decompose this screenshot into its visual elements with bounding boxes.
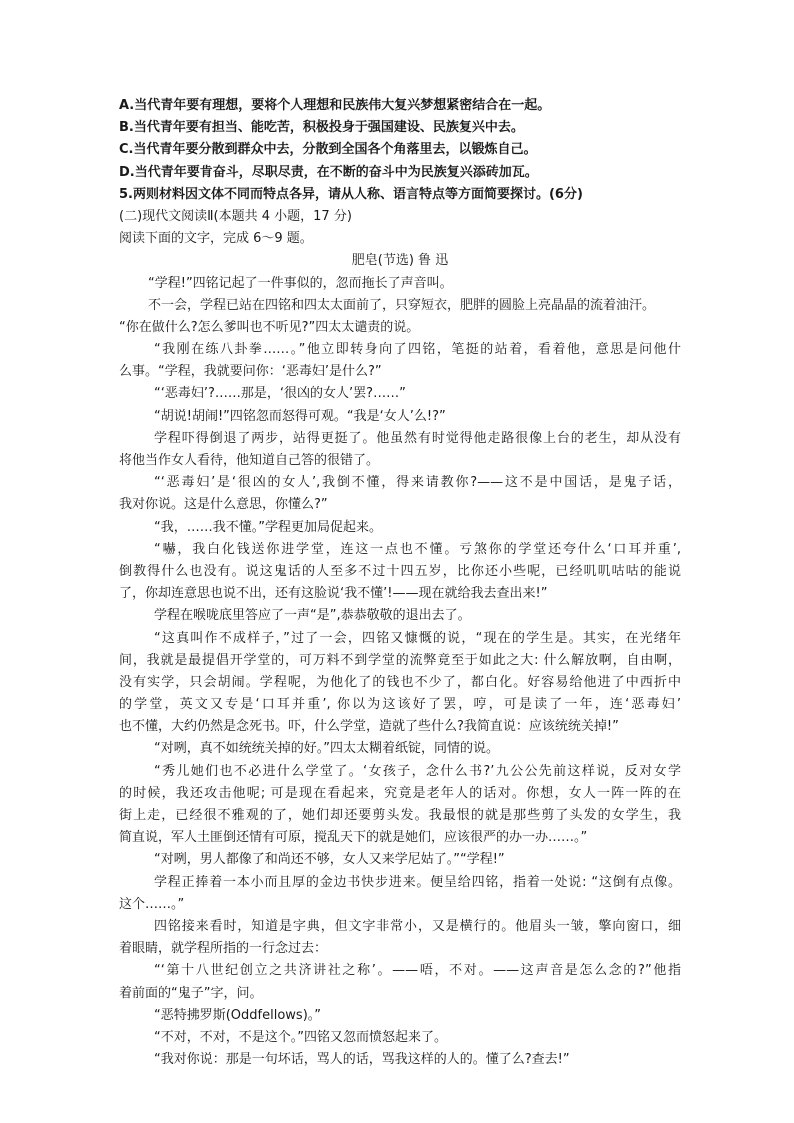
text-line: 着眼睛，就学程所指的一行念过去：	[119, 941, 328, 957]
text-line: 着前面的“鬼子”字，问。	[119, 985, 263, 1001]
text-line: 学程在喉咙底里答应了一声“是”,恭恭敬敬的退出去了。	[154, 608, 471, 624]
text-line: “对咧，男人都像了和尚还不够，女人又来学尼姑了。”“学程!”	[154, 852, 505, 868]
text-line: 学程吓得倒退了两步，站得更挺了。他虽然有时觉得他走路很像上台的老生，却从没有	[154, 430, 681, 446]
question-5: 5.两则材料因文体不同而特点各异，请从人称、语言特点等方面简要探讨。(6分)	[119, 186, 583, 202]
article-title: 肥皂(节选) 鲁 迅	[351, 253, 449, 269]
text-line: 学程正捧着一本小而且厚的金边书快步进来。便呈给四铭，指着一处说: “这倒有点像。	[154, 874, 681, 890]
text-line: 了，你却连意思也说不出，还有这脸说‘我不懂’!——现在就给我去查出来!”	[119, 586, 548, 602]
text-line: 不一会，学程已站在四铭和四太太面前了，只穿短衣，肥胖的圆脸上亮晶晶的流着油汗。	[148, 297, 656, 313]
text-line: “我，……我不懂。”学程更加局促起来。	[154, 519, 382, 535]
text-line: “秀儿她们也不必进什么学堂了。‘女孩子，念什么书?’九公公先前这样说，反对女学	[154, 763, 681, 779]
text-line: 的时候，我还攻击他呢; 可是现在看起来，究竟是老年人的话对。你想，女人一阵一阵的在	[119, 785, 681, 801]
text-line: “我对你说：那是一句坏话，骂人的话，骂我这样的人的。懂了么?查去!”	[154, 1052, 570, 1068]
text-line: “‘恶毒妇’是‘很凶的女人’,我倒不懂，得来请教你?——这不是中国话，是鬼子话，	[154, 475, 681, 491]
text-line: 没有实学，只会胡闹。学程呢，为他化了的钱也不少了，都白化。好容易给他进了中西折中	[119, 674, 681, 690]
text-line: 街上走，已经很不雅观的了，她们却还要剪头发。我最恨的就是那些剪了头发的女学生，我	[119, 808, 681, 823]
section-heading: (二)现代文阅读Ⅱ(本题共 4 小题，17 分)	[119, 208, 352, 224]
text-line: 简直说，军人土匪倒还情有可原，搅乱天下的就是她们，应该很严的办一办……。”	[119, 830, 588, 846]
instruction: 阅读下面的文字，完成 6～9 题。	[119, 231, 313, 247]
text-line: 倒教得什么也没有。说这鬼话的人至多不过十四五岁，比你还小些呢，已经叽叽咕咕的能说	[119, 563, 681, 579]
text-line: 的学堂，英文又专是‘口耳并重’, 你以为这该好了罢，哼，可是读了一年，连‘恶毒妇’	[119, 697, 681, 713]
text-line: 这个……。”	[119, 896, 185, 912]
text-line: 么事。“学程，我就要问你：‘恶毒妇’是什么?”	[119, 364, 382, 380]
text-line: “嚇，我白化钱送你进学堂，连这一点也不懂。亏煞你的学堂还夸什么‘口耳并重’,	[154, 541, 681, 557]
text-line: “学程!”四铭记起了一件事似的，忽而拖长了声音叫。	[148, 275, 453, 291]
text-line: 间，我就是最提倡开学堂的，可万料不到学堂的流弊竟至于如此之大: 什么解放啊，自由啊，	[119, 652, 681, 668]
document-page	[119, 95, 681, 1071]
text-line: “‘第十八世纪创立之共济讲社之称’。——唔，不对。——这声音是怎么念的?”他指	[154, 963, 681, 979]
text-line: “‘恶毒妇’?……那是，‘很凶的女人’罢?……”	[154, 386, 406, 402]
text-line: “胡说!胡闹!”四铭忽而怒得可观。“我是‘女人’么!?”	[154, 408, 446, 424]
text-line: “你在做什么?怎么爹叫也不听见?”四太太谴责的说。	[119, 319, 420, 335]
text-line: 将他当作女人看待，他知道自己答的很错了。	[119, 453, 380, 468]
text-line: “恶特拂罗斯(Oddfellows)。”	[154, 1007, 322, 1023]
option-a: A.当代青年要有理想，要将个人理想和民族伟大复兴梦想紧密结合在一起。	[119, 98, 551, 113]
option-c: C.当代青年要分散到群众中去，分散到全国各个角落里去，以锻炼自己。	[119, 142, 537, 158]
text-line: “这真叫作不成样子，”过了一会，四铭又慷慨的说，“现在的学生是。其实，在光绪年	[154, 630, 681, 646]
option-b: B.当代青年要有担当、能吃苦，积极投身于强国建设、民族复兴中去。	[119, 120, 524, 136]
text-line: “不对，不对，不是这个。”四铭又忽而愤怒起来了。	[154, 1029, 447, 1045]
option-d: D.当代青年要肯奋斗，尽职尽责，在不断的奋斗中为民族复兴添砖加瓦。	[119, 164, 538, 180]
text-line: 四铭接来看时，知道是字典，但文字非常小，又是横行的。他眉头一皱，擎向窗口，细	[154, 918, 681, 934]
text-line: “我刚在练八卦拳……。”他立即转身向了四铭，笔挺的站着，看着他，意思是问他什	[154, 342, 681, 358]
text-line: 我对你说。这是什么意思，你懂么?”	[119, 497, 328, 513]
text-line: 也不懂，大约仍然是念死书。吓，什么学堂，造就了些什么?我简直说：应该统统关掉!”	[119, 719, 619, 735]
text-line: “对咧，真不如统统关掉的好。”四太太糊着纸锭，同情的说。	[154, 741, 499, 757]
